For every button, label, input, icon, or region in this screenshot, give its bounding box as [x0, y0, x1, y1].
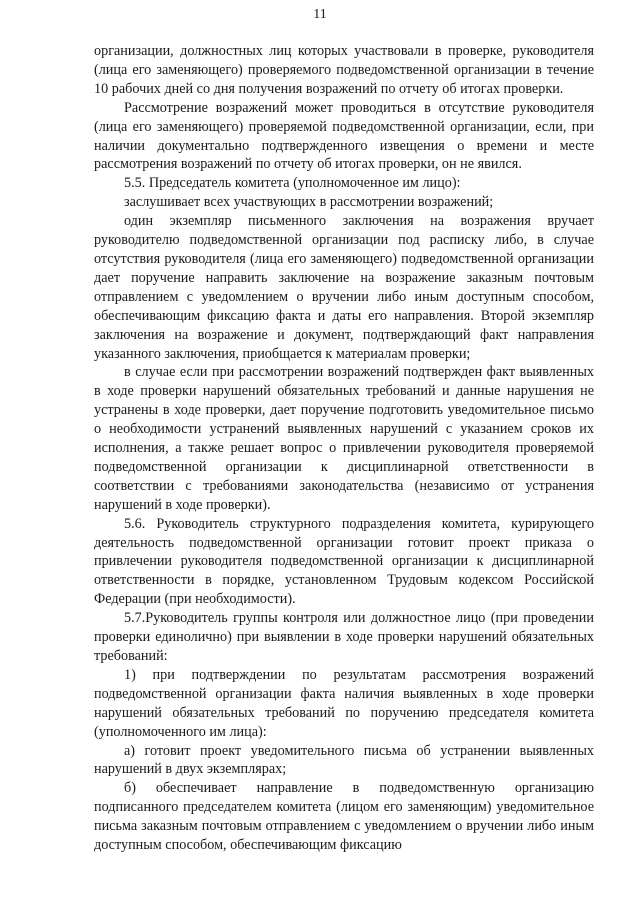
document-body: [94, 42, 594, 855]
paragraph-10: а) готовит проект уведомительного письма об устранении выявленных нарушений в двух экземплярах;: [94, 742, 594, 778]
paragraph-6: в случае если при рассмотрении возражений подтвержден факт выявленных в ходе проверки нарушений обязательных требований и данные нарушения не устранены в ходе проверки, дает поручение подготовить уведомительное письмо о необходимости устранений выявленных нарушений с указанием сроков их исполнения, а также решает вопрос о привлечении руководителя проверяемой подведомственной организации к дисциплинарной ответственности в соответствии с требованиями законодательства (независимо от устранения нарушений в ходе проверки).: [94, 364, 594, 513]
paragraph-9: 1) при подтверждении по результатам рассмотрения возражений подведомственной организации факта наличия выявленных в ходе проверки нарушений обязательных требований по поручению председателя комитета (уполномоченного им лица):: [94, 666, 594, 740]
paragraph-7: 5.6. Руководитель структурного подразделения комитета, курирующего деятельность подведомственной организации готовит проект приказа о привлечении руководителя подведомственной организации к дисциплинарной ответственности в порядке, установленном Трудовым кодексом Российской Федерации (при необходимости).: [94, 515, 594, 608]
paragraph-5: один экземпляр письменного заключения на возражения вручает руководителю подведомственной организации под расписку либо, в случае отсутствия руководителя (лица его заменяющего) подведомственной организации дает поручение направить заключение на возражение заказным почтовым отправлением с уведомлением о вручении либо иным доступным способом, обеспечивающим фиксацию факта и даты его направления. Второй экземпляр заключения на возражение и документ, подтверждающий факт направления указанного заключения, приобщается к материалам проверки;: [94, 213, 594, 362]
paragraph-4: заслушивает всех участвующих в рассмотрении возражений;: [124, 194, 494, 211]
paragraph-3: 5.5. Председатель комитета (уполномоченное им лицо):: [124, 175, 461, 192]
paragraph-1: организации, должностных лиц которых участвовали в проверке, руководителя (лица его заменяющего) проверяемого подведомственной организации в течение 10 рабочих дней со дня получения возражений по отчету об итогах проверки.: [94, 43, 594, 97]
paragraph-8: 5.7.Руководитель группы контроля или должностное лицо (при проведении проверки единолично) при выявлении в ходе проверки нарушений обязательных требований:: [94, 610, 594, 664]
paragraph-2: Рассмотрение возражений может проводиться в отсутствие руководителя (лица его заменяющего) проверяемой подведомственной организации, если, при наличии документально подтвержденного извещения о времени и месте рассмотрения возражений по отчету об итогах проверки, он не явился.: [94, 99, 594, 173]
page-number: 11: [313, 7, 327, 22]
paragraph-11: б) обеспечивает направление в подведомственную организацию подписанного председателем комитета (лицом его заменяющим) уведомительное письма заказным почтовым отправлением с уведомлением о вручении либо иным доступным способом, обеспечивающим фиксацию: [94, 780, 594, 854]
